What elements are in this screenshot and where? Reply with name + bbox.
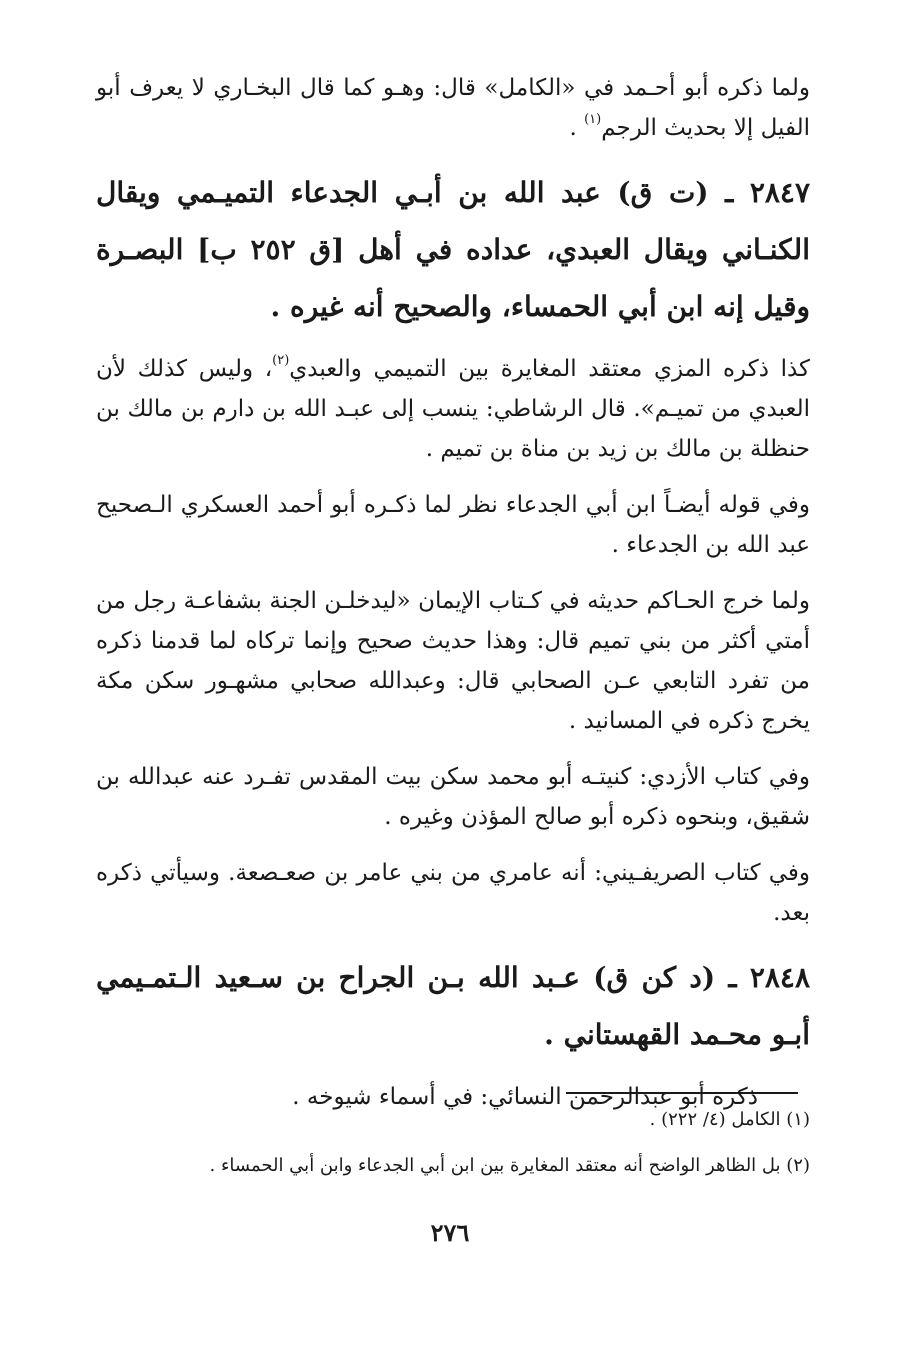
paragraph-sarifini: وفي كتاب الصريفـيني: أنه عامري من بني عامر بن صعـصعة. وسيأتي ذكره بعد.	[96, 860, 810, 926]
entry-2847-heading: ٢٨٤٧ ـ (ت ق) عبد الله بن أبـي الجدعاء التميـمي ويقال الكنـاني ويقال العبدي، عداده في أهل [ق ٢٥٢ ب] البصـرة وقيل إنه ابن أبي الحمساء، والصحيح أنه غيره .	[96, 176, 810, 323]
page-body	[96, 68, 810, 1133]
footnote-2: (٢) بل الظاهر الواضح أنه معتقد المغايرة بين ابن أبي الجدعاء وابن أبي الحمساء .	[209, 1155, 810, 1176]
page-number: ٢٧٦	[430, 1218, 470, 1247]
entry-2848-heading: ٢٨٤٨ ـ (د كن ق) عـبد الله بـن الجراح بن سـعيد الـتمـيمي أبـو محـمد القهستاني .	[96, 961, 810, 1051]
footnotes	[96, 1108, 810, 1200]
paragraph-hakim: ولما خرج الحـاكم حديثه في كـتاب الإيمان «ليدخلـن الجنة بشفاعـة رجل من أمتي أكثر من بني تميم قال: وهذا حديث صحيح وإنما تركاه لما قدمنا ذكره من تفرد التابعي عـن الصحابي قال: وعبدالله صحابي مشهـور سكن مكة يخرج ذكره في المسانيد .	[96, 588, 810, 734]
paragraph-nasai: ذكره أبو عبدالرحمن النسائي: في أسماء شيوخه .	[292, 1084, 758, 1110]
paragraph-askari: وفي قوله أيضـاً ابن أبي الجدعاء نظر لما ذكـره أبو أحمد العسكري الـصحيح عبد الله بن الجدعاء .	[96, 492, 810, 558]
footnote-divider	[566, 1092, 798, 1094]
paragraph-mizzi	[96, 349, 810, 485]
paragraph-end: .	[569, 115, 585, 141]
paragraph-text: ولما ذكره أبو أحـمد في «الكامل» قال: وهـو كما قال البخـاري لا يعرف أبو الفيل إلا بحديث الرجم	[96, 75, 810, 141]
paragraph-text: كذا ذكره المزي معتقد المغايرة بين التميمي والعبدي	[289, 356, 810, 382]
footnote-ref-2[interactable]: (٢)	[272, 353, 290, 368]
footnote-ref-1[interactable]: (١)	[584, 112, 602, 127]
paragraph-azdi: وفي كتاب الأزدي: كنيتـه أبو محمد سكن بيت المقدس تفـرد عنه عبدالله بن شقيق، وبنحوه ذكره أبو صالح المؤذن وغيره .	[96, 764, 810, 830]
footnote-1: (١) الكامل (٤/ ٢٢٢) .	[649, 1109, 810, 1130]
paragraph-abu-al-fil	[96, 68, 810, 164]
paragraph-text-cont: ، وليس كذلك لأن العبدي من تميـم». قال الرشاطي: ينسب إلى عبـد الله بن دارم بن مالك بن حنظلة بن مالك بن زيد بن مناة بن تميم .	[96, 356, 810, 462]
